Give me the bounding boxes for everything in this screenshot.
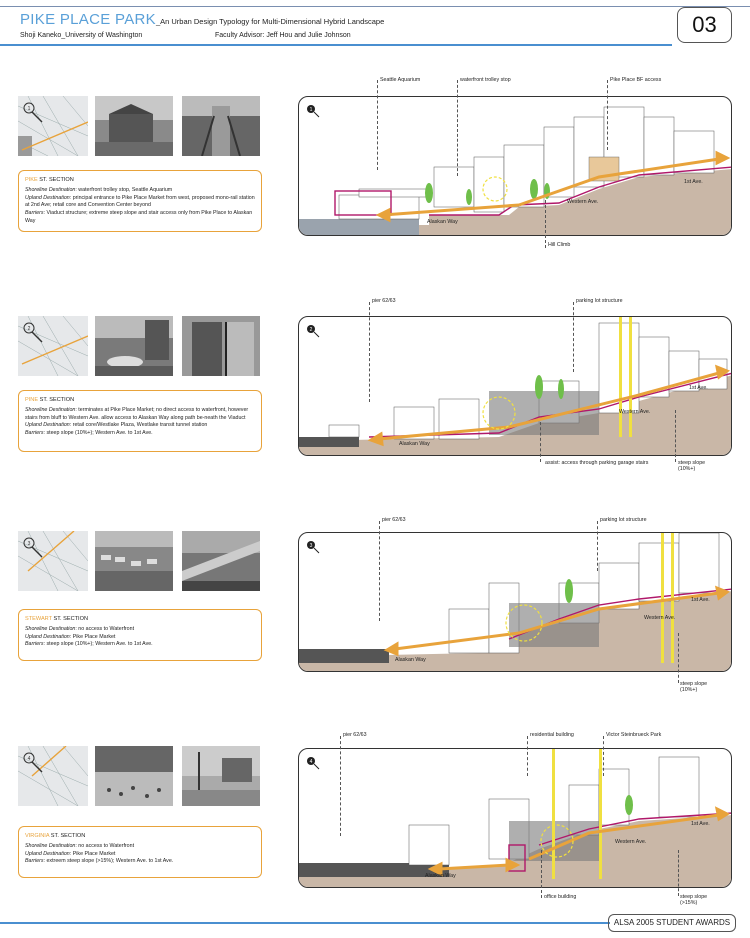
ground-label-alaskan-way: Alaskan Way: [427, 219, 458, 225]
section-number-badge: 2: [309, 327, 313, 333]
section-caption: [18, 170, 262, 232]
section-caption: [18, 826, 262, 878]
callout-office-building: office building: [544, 894, 577, 900]
section-diagram-panel: [298, 96, 732, 236]
map-drawing: [18, 531, 88, 591]
section-row-4: [0, 732, 750, 938]
callout-steep-slope: steep slope (>15%): [680, 894, 708, 906]
ground-label-1st-ave: 1st Ave.: [689, 385, 708, 391]
caption-title: VIRGINIA ST. SECTION: [25, 833, 86, 839]
caption-title: STEWART ST. SECTION: [25, 616, 88, 622]
section-row-2: [0, 298, 750, 510]
callout-pier-62-63: pier 62/63: [343, 732, 367, 738]
caption-line: Upland Destination: Pike Place Market: [25, 633, 116, 640]
site-photo-1: [95, 746, 173, 806]
ground-label-alaskan-way: Alaskan Way: [425, 873, 456, 879]
section-row-1: [0, 77, 750, 290]
callout-seattle-aquarium: Seattle Aquarium: [380, 77, 421, 83]
award-badge: ALSA 2005 STUDENT AWARDS: [608, 914, 736, 932]
site-map-thumbnail: [18, 746, 88, 806]
callout-residential-building: residential building: [530, 732, 574, 738]
site-map-thumbnail: [18, 316, 88, 376]
caption-title: PIKE ST. SECTION: [25, 177, 74, 183]
section-caption: [18, 390, 262, 452]
title-subtitle: _An Urban Design Typology for Multi-Dimensional Hybrid Landscape: [155, 17, 385, 26]
footer-rule: [0, 922, 610, 924]
ground-label-western-ave: Western Ave.: [615, 839, 647, 845]
caption-line: Barriers: steep slope (10%+); Western Ave. to 1st Ave.: [25, 430, 153, 437]
callout-steep-slope: steep slope (10%+): [680, 681, 708, 693]
caption-line: Shoreline Destination: no access to Waterfront: [25, 626, 135, 633]
caption-line: Barriers: extreem steep slope (>15%); Western Ave. to 1st Ave.: [25, 858, 174, 865]
ground-label-1st-ave: 1st Ave.: [684, 179, 703, 185]
section-number-badge: 1: [309, 107, 313, 113]
ground-label-1st-ave: 1st Ave.: [691, 821, 710, 827]
section-diagram: [299, 97, 732, 236]
callout-hill-climb: Hill Climb: [548, 242, 571, 248]
author-line: Shoji Kaneko_University of Washington: [20, 32, 143, 39]
caption-line: Upland Destination: Pike Place Market: [25, 850, 116, 857]
callout-parking-garage-stairs: assist: access through parking garage stairs: [545, 460, 649, 466]
caption-line: Upland Destination: principal entrance to Pike Place Market from west, proposed mono-rail station at 2nd Ave; retail core and Convention Center beyond: [25, 194, 255, 209]
section-number-badge: 4: [309, 759, 313, 765]
site-photo-2: [182, 96, 260, 156]
map-section-number: 1: [27, 106, 31, 112]
caption-line: Shoreline Destination: no access to Waterfront: [25, 843, 135, 850]
callout-pier-62-63: pier 62/63: [382, 517, 406, 523]
section-diagram: [299, 749, 732, 888]
section-diagram: [299, 317, 732, 456]
section-diagram-panel: [298, 532, 732, 672]
caption-line: Barriers: steep slope (10%+); Western Ave. to 1st Ave.: [25, 641, 153, 648]
ground-label-western-ave: Western Ave.: [644, 615, 676, 621]
caption-title: PINE ST. SECTION: [25, 397, 75, 403]
section-number-badge: 3: [309, 543, 313, 549]
section-diagram: [299, 533, 732, 672]
section-row-3: [0, 517, 750, 725]
ground-label-1st-ave: 1st Ave.: [691, 597, 710, 603]
caption-line: Upland Destination: retail core/Westlake Plaza, Westlake transit tunnel station: [25, 422, 208, 429]
header-rule-bottom: [0, 44, 672, 46]
section-caption: [18, 609, 262, 661]
site-photo-2: [182, 531, 260, 591]
page-number-badge: 03: [677, 7, 732, 43]
site-map-thumbnail: [18, 531, 88, 591]
site-map-thumbnail: [18, 96, 88, 156]
advisor-line: Faculty Advisor: Jeff Hou and Julie Johnson: [215, 32, 351, 39]
site-photo-2: [182, 746, 260, 806]
callout-parking-lot-structure: parking lot structure: [576, 298, 623, 304]
ground-label-alaskan-way: Alaskan Way: [399, 441, 430, 447]
site-photo-2: [182, 316, 260, 376]
ground-label-western-ave: Western Ave.: [567, 199, 599, 205]
map-section-number: 3: [27, 541, 31, 547]
caption-line: Shoreline Destination: waterfront trolley stop, Seattle Aquarium: [25, 187, 173, 194]
callout-pier-62-63: pier 62/63: [372, 298, 396, 304]
page-title: [20, 11, 384, 29]
callout-parking-lot-structure: parking lot structure: [600, 517, 647, 523]
title-main: PIKE PLACE PARK: [20, 11, 156, 28]
callout-trolley-stop: waterfront trolley stop: [460, 77, 511, 83]
site-photo-1: [95, 316, 173, 376]
callout-pike-place-access: Pike Place BF access: [610, 77, 662, 83]
ground-label-western-ave: Western Ave.: [619, 409, 651, 415]
map-drawing: [18, 316, 88, 376]
section-diagram-panel: [298, 316, 732, 456]
callout-steep-slope: steep slope (10%+): [678, 460, 706, 472]
ground-label-alaskan-way: Alaskan Way: [395, 657, 426, 663]
map-drawing: [18, 746, 88, 806]
map-drawing: [18, 96, 88, 156]
header-rule-top: [0, 6, 750, 7]
section-diagram-panel: [298, 748, 732, 888]
map-section-number: 4: [27, 756, 31, 762]
callout-victor-steinbrueck-park: Victor Steinbrueck Park: [606, 732, 662, 738]
site-photo-1: [95, 531, 173, 591]
site-photo-1: [95, 96, 173, 156]
caption-line: Barriers: Viaduct structure; extreme steep slope and stair access only from Pike Place to Alaskan Way: [25, 210, 253, 224]
caption-line: Shoreline Destination: terminates at Pike Place Market; no direct access to waterfront, however stairs from bluff to Western Ave. allow access to Alaskan Way along path be-neath the Viaduct: [25, 407, 249, 421]
map-section-number: 2: [27, 326, 31, 332]
